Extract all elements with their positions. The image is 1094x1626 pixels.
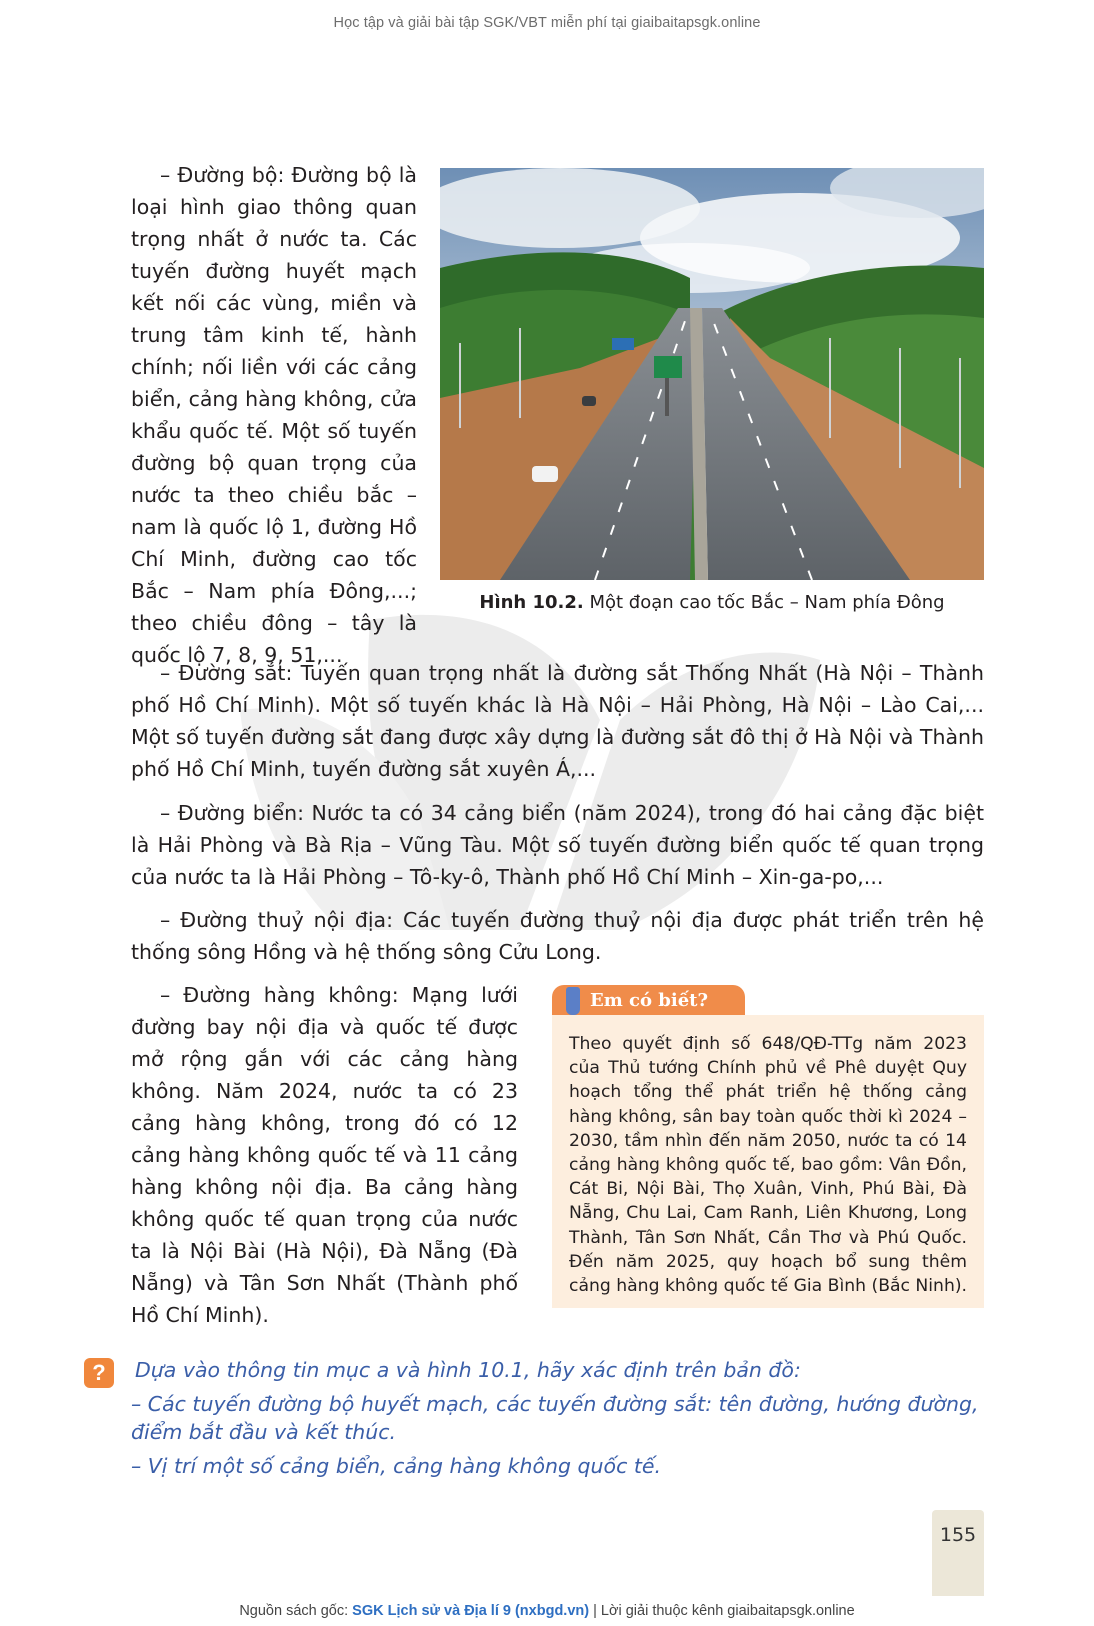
bookmark-icon xyxy=(566,987,580,1015)
page-header: Học tập và giải bài tập SGK/VBT miễn phí tại giaibaitapsgk.online xyxy=(333,15,761,31)
question-line-2: – Các tuyến đường bộ huyết mạch, các tuyến đường sắt: tên đường, hướng đường, điểm bắt đầu và kết thúc. xyxy=(131,1392,979,1444)
highway-photo xyxy=(440,168,984,580)
figure-label: Hình 10.2. xyxy=(479,592,584,613)
page-number-tab xyxy=(932,1510,984,1596)
info-box-title: Em có biết? xyxy=(590,990,709,1011)
paragraph-rail: – Đường sắt: Tuyến quan trọng nhất là đường sắt Thống Nhất (Hà Nội – Thành phố Hồ Chí Minh). Một số tuyến khác là Hà Nội – Hải Phòng, Hà Nội – Lào Cai,... Một số tuyến đường sắt đang được xây dựng là đường sắt đô thị ở Hà Nội và Thành phố Hồ Chí Minh, tuyến đường sắt xuyên Á,... xyxy=(131,661,984,781)
page-footer xyxy=(0,1603,1094,1619)
footer-source-link[interactable]: SGK Lịch sử và Địa lí 9 (nxbgd.vn) xyxy=(352,1603,590,1619)
info-box xyxy=(552,1015,984,1308)
figure-caption-text: Một đoạn cao tốc Bắc – Nam phía Đông xyxy=(583,592,945,613)
question-line-1: Dựa vào thông tin mục a và hình 10.1, hãy xác định trên bản đồ: xyxy=(135,1358,801,1382)
footer-suffix: | Lời giải thuộc kênh giaibaitapsgk.online xyxy=(589,1603,855,1619)
info-box-tab xyxy=(552,985,745,1019)
figure-caption xyxy=(440,592,984,613)
question-icon: ? xyxy=(84,1358,114,1388)
paragraph-air: – Đường hàng không: Mạng lưới đường bay nội địa và quốc tế được mở rộng gắn với các cảng hàng không. Năm 2024, nước ta có 23 cảng hàng không, trong đó có 12 cảng hàng không quốc tế và 11 cảng hàng không nội địa. Ba cảng hàng không quốc tế quan trọng của nước ta là Nội Bài (Hà Nội), Đà Nẵng (Đà Nẵng) và Tân Sơn Nhất (Thành phố Hồ Chí Minh). xyxy=(131,983,518,1327)
info-box-text: Theo quyết định số 648/QĐ-TTg năm 2023 của Thủ tướng Chính phủ về Phê duyệt Quy hoạch tổng thể phát triển hệ thống cảng hàng không, sân bay toàn quốc thời kì 2024 – 2030, tầm nhìn đến năm 2050, nước ta có 14 cảng hàng không quốc tế, bao gồm: Vân Đồn, Cát Bi, Nội Bài, Thọ Xuân, Vinh, Phú Bài, Đà Nẵng, Chu Lai, Cam Ranh, Liên Khương, Long Thành, Tân Sơn Nhất, Cần Thơ và Phú Quốc. Đến năm 2025, quy hoạch bổ sung thêm cảng hàng không quốc tế Gia Bình (Bắc Ninh). xyxy=(569,1034,968,1297)
paragraph-inland-waterway: – Đường thuỷ nội địa: Các tuyến đường thuỷ nội địa được phát triển trên hệ thống sông Hồng và hệ thống sông Cửu Long. xyxy=(131,908,984,964)
page-number: 155 xyxy=(939,1524,977,1546)
footer-prefix: Nguồn sách gốc: xyxy=(239,1603,353,1619)
question-line-3: – Vị trí một số cảng biển, cảng hàng không quốc tế. xyxy=(131,1454,662,1478)
question-block xyxy=(131,1356,986,1486)
paragraph-sea: – Đường biển: Nước ta có 34 cảng biển (năm 2024), trong đó hai cảng đặc biệt là Hải Phòng và Bà Rịa – Vũng Tàu. Một số tuyến đường biển quốc tế quan trọng của nước ta là Hải Phòng – Tô-ky-ô, Thành phố Hồ Chí Minh – Xin-ga-po,... xyxy=(131,801,984,889)
paragraph-road: – Đường bộ: Đường bộ là loại hình giao thông quan trọng nhất ở nước ta. Các tuyến đường huyết mạch kết nối các vùng, miền và trung tâm kinh tế, hành chính; nối liền với các cảng biển, cảng hàng không, cửa khẩu quốc tế. Một số tuyến đường bộ quan trọng của nước ta theo chiều bắc – nam là quốc lộ 1, đường Hồ Chí Minh, đường cao tốc Bắc – Nam phía Đông,...; theo chiều đông – tây là quốc lộ 7, 8, 9, 51,... xyxy=(131,163,417,667)
